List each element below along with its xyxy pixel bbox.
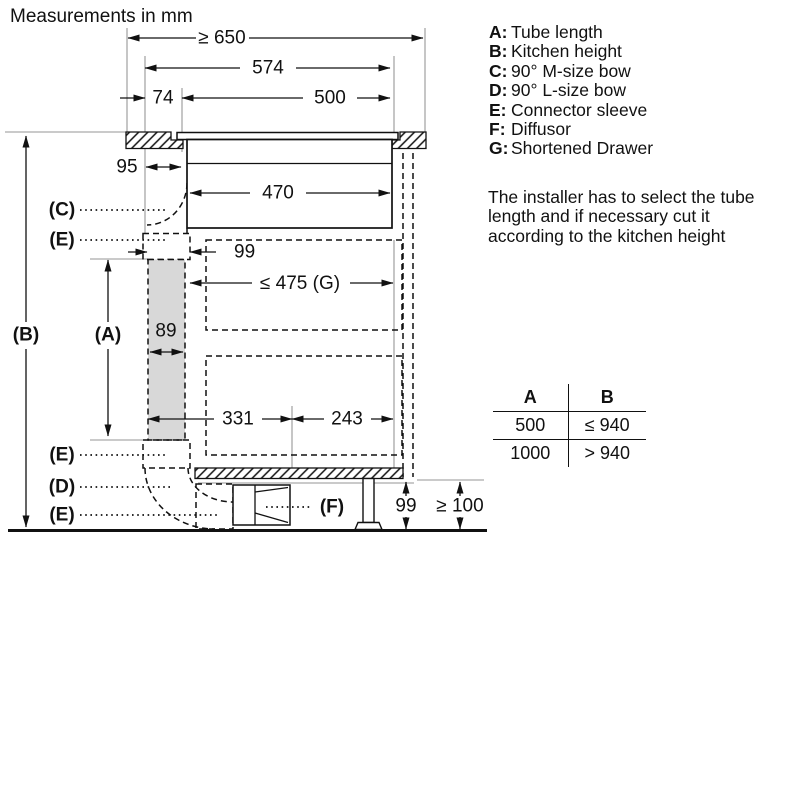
label-bow-m: (C) [48,199,76,221]
dim-cutout: 500 [314,87,346,109]
dim-depth-right: 243 [331,408,363,430]
connector-sleeve-bottom [196,484,233,529]
legend-item: C: 90° M-size bow [489,60,631,81]
dim-tube-width: 89 [155,320,177,342]
connector-sleeve-mid [143,440,190,468]
legend-item: E: Connector sleeve [489,99,648,120]
label-sleeve-3: (E) [49,504,75,526]
hob-glass [177,133,398,140]
legend [489,23,653,159]
col-header-b: B [568,384,646,412]
installer-note: The installer has to select the tube length and if necessary cut it according to the kitchen height [488,187,755,246]
dim-clearance: 95 [116,156,138,178]
legend-item: B: Kitchen height [489,41,622,62]
dim-plinth-height: ≥ 100 [436,495,484,517]
dim-depth-left: 331 [222,408,254,430]
worktop-left [126,132,183,149]
dim-base-height: 99 [395,495,417,517]
label-sleeve-1: (E) [49,229,75,251]
dim-min-width: ≥ 650 [198,27,246,49]
dim-body-width: 470 [262,182,294,204]
cabinet-leg [363,479,374,523]
solid-structures [8,132,487,531]
label-sleeve-2: (E) [49,444,75,466]
table-row: 500 ≤ 940 [493,412,646,440]
tube-length-table [493,384,646,467]
table-header-row [493,384,646,412]
legend-item: F: Diffusor [489,119,571,140]
dim-offset: 74 [152,87,174,109]
table-row: 1000 > 940 [493,440,646,468]
col-header-a: A [493,384,568,412]
units-note: Measurements in mm [10,6,193,27]
label-diffusor: (F) [319,496,345,518]
label-bow-l: (D) [48,476,76,498]
cabinet-bottom-panel [195,468,403,479]
dim-hob-width: 574 [252,57,284,79]
drawer-2-outline [206,356,402,455]
tube [148,260,185,441]
bow-m-size [147,183,187,225]
legend-item: A: Tube length [489,22,603,42]
legend-item: D: 90° L-size bow [489,80,626,101]
connector-sleeve-top [143,234,190,260]
dim-drawer-depth: ≤ 475 (G) [259,272,341,294]
label-tube-length: (A) [94,324,122,346]
cabinet-leg-foot [355,523,382,530]
label-kitchen-height: (B) [12,324,40,346]
dim-sleeve-width: 99 [234,241,256,263]
installation-diagram [0,0,500,560]
legend-item: G: Shortened Drawer [489,138,654,159]
